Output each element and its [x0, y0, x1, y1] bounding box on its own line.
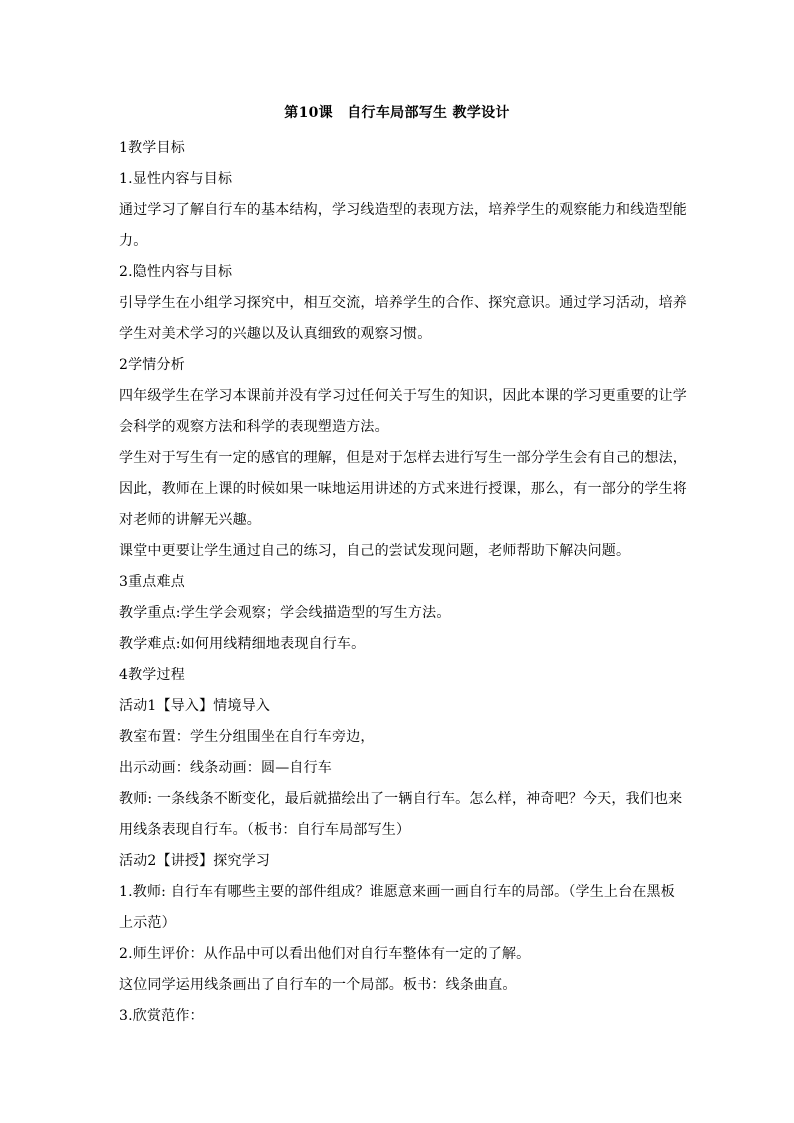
- subheading-explicit-objectives: 1.显性内容与目标: [119, 171, 233, 187]
- subheading-activity-2: 活动2【讲授】探究学习: [119, 853, 271, 869]
- heading-teaching-process: 4教学过程: [119, 667, 185, 683]
- document-body: [119, 133, 687, 1032]
- paragraph-line: 课堂中更要让学生通过自己的练习，自己的尝试发现问题，老师帮助下解决问题。: [119, 543, 631, 559]
- paragraph-line: 学生对美术学习的兴趣以及认真细致的观察习惯。: [119, 326, 432, 342]
- subheading-activity-1: 活动1【导入】情境导入: [119, 698, 271, 714]
- paragraph-line: 教学重点:学生学会观察；学会线描造型的写生方法。: [119, 605, 451, 621]
- heading-key-difficulties: 3重点难点: [119, 574, 185, 590]
- paragraph-line: 教室布置：学生分组围坐在自行车旁边，: [119, 729, 375, 745]
- paragraph-line: 上示范）: [119, 915, 176, 931]
- paragraph-line: 四年级学生在学习本课前并没有学习过任何关于写生的知识，因此本课的学习更重要的让学: [119, 388, 687, 404]
- paragraph-line: 引导学生在小组学习探究中，相互交流，培养学生的合作、探究意识。通过学习活动，培养: [119, 295, 687, 311]
- heading-student-analysis: 2学情分析: [119, 357, 185, 373]
- heading-teaching-objectives: 1教学目标: [119, 140, 185, 156]
- paragraph-line: 对老师的讲解无兴趣。: [119, 512, 261, 528]
- paragraph-line: 因此，教师在上课的时候如果一味地运用讲述的方式来进行授课，那么，有一部分的学生将: [119, 481, 687, 497]
- paragraph-line: 3.欣赏范作：: [119, 1008, 204, 1024]
- paragraph-line: 出示动画：线条动画：圆—自行车: [119, 760, 332, 776]
- paragraph-line: 学生对于写生有一定的感官的理解，但是对于怎样去进行写生一部分学生会有自己的想法，: [119, 450, 687, 466]
- paragraph-line: 通过学习了解自行车的基本结构，学习线造型的表现方法，培养学生的观察能力和线造型能: [119, 202, 687, 218]
- document-title: 第10课 自行车局部写生 教学设计: [284, 105, 510, 121]
- paragraph-line: 教学难点:如何用线精细地表现自行车。: [119, 636, 366, 652]
- paragraph-line: 1.教师: 自行车有哪些主要的部件组成？谁愿意来画一画自行车的局部。（学生上台在黑板: [119, 884, 675, 900]
- paragraph-line: 2.师生评价：从作品中可以看出他们对自行车整体有一定的了解。: [119, 946, 531, 962]
- paragraph-line: 力。: [119, 233, 148, 249]
- paragraph-line: 教师: 一条线条不断变化，最后就描绘出了一辆自行车。怎么样，神奇吧？今天，我们也来: [119, 791, 683, 807]
- paragraph-line: 这位同学运用线条画出了自行车的一个局部。板书：线条曲直。: [119, 977, 517, 993]
- paragraph-line: 会科学的观察方法和科学的表现塑造方法。: [119, 419, 389, 435]
- paragraph-line: 用线条表现自行车。（板书：自行车局部写生）: [119, 822, 411, 838]
- subheading-implicit-objectives: 2.隐性内容与目标: [119, 264, 233, 280]
